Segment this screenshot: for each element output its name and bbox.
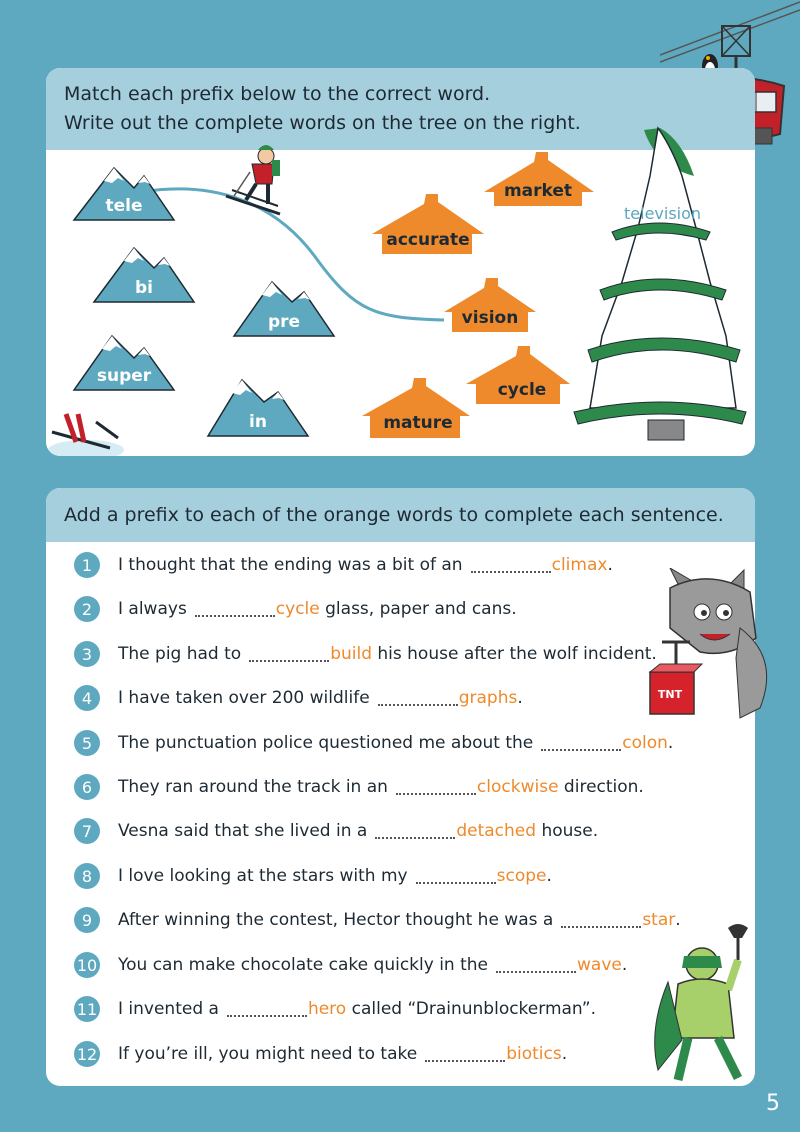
orange-word: star (642, 910, 676, 930)
prefix-tele: tele (105, 196, 143, 216)
word-mature: mature (383, 413, 453, 433)
orange-word: cycle (275, 599, 320, 619)
word-market: market (503, 181, 573, 201)
orange-word: colon (622, 733, 668, 753)
prefix-in: in (249, 412, 267, 432)
answer-blank[interactable] (227, 1001, 307, 1017)
matching-panel (46, 68, 755, 456)
sentence-row: 12 If you’re ill, you might need to take biotics . (74, 1039, 567, 1069)
orange-word: build (330, 644, 372, 664)
word-accurate: accurate (386, 230, 470, 250)
answer-blank[interactable] (416, 868, 496, 884)
sentence-row: 3 The pig had to build his house after the wolf incident. (74, 639, 657, 669)
skier-illustration (226, 145, 280, 214)
sentence-number: 10 (74, 952, 100, 978)
word-cycle: cycle (497, 380, 547, 400)
answer-blank[interactable] (249, 646, 329, 662)
answer-blank[interactable] (496, 957, 576, 973)
prefix-super: super (96, 366, 152, 386)
tree-answer-television: television (624, 204, 702, 223)
sentence-row: 2 I always cycle glass, paper and cans. (74, 594, 517, 624)
sentence-row: 7 Vesna said that she lived in a detached house. (74, 816, 598, 846)
sentence-number: 1 (74, 552, 100, 578)
orange-word: hero (307, 999, 347, 1019)
sentence-number: 2 (74, 596, 100, 622)
crashed-skier-illustration (48, 414, 124, 456)
sentence-row: 10 You can make chocolate cake quickly in the wave . (74, 950, 627, 980)
sentence-row: 6 They ran around the track in an clockwise direction. (74, 772, 644, 802)
sentence-number: 6 (74, 774, 100, 800)
sentence-number: 11 (74, 996, 100, 1022)
sentence-row: 1 I thought that the ending was a bit of an climax . (74, 550, 613, 580)
answer-blank[interactable] (375, 823, 455, 839)
sentence-row: 8 I love looking at the stars with my scope . (74, 861, 552, 891)
sentence-number: 7 (74, 818, 100, 844)
orange-word: detached (456, 821, 537, 841)
answer-blank[interactable] (541, 735, 621, 751)
sentence-number: 5 (74, 730, 100, 756)
orange-word: scope (496, 866, 547, 886)
sentence-row: 9 After winning the contest, Hector thought he was a star . (74, 905, 681, 935)
instruction-line-2: Write out the complete words on the tree on the right. (64, 112, 581, 134)
sentence-row: 4 I have taken over 200 wildlife graphs . (74, 683, 523, 713)
sentence-number: 9 (74, 907, 100, 933)
tnt-label: TNT (657, 688, 683, 701)
answer-blank[interactable] (561, 912, 641, 928)
answer-blank[interactable] (195, 601, 275, 617)
orange-word: clockwise (476, 777, 559, 797)
sentence-number: 3 (74, 641, 100, 667)
sentence-row: 5 The punctuation police questioned me about the colon . (74, 728, 673, 758)
orange-word: graphs (458, 688, 518, 708)
answer-blank[interactable] (471, 557, 551, 573)
answer-blank[interactable] (396, 779, 476, 795)
prefix-bi: bi (135, 278, 153, 298)
page-number: 5 (766, 1091, 780, 1116)
sentence-number: 8 (74, 863, 100, 889)
word-vision: vision (461, 308, 519, 328)
matching-scene (46, 68, 755, 456)
sentence-row: 11 I invented a hero called “Drainunblockerman”. (74, 994, 596, 1024)
orange-word: wave (577, 955, 622, 975)
instruction-line-1: Match each prefix below to the correct word. (64, 83, 491, 105)
prefix-pre: pre (267, 312, 301, 332)
sentence-number: 4 (74, 685, 100, 711)
orange-word: climax (551, 555, 608, 575)
answer-blank[interactable] (378, 690, 458, 706)
superhero-illustration (638, 920, 778, 1090)
orange-word: biotics (506, 1044, 562, 1064)
tree-illustration (574, 128, 746, 440)
sentences-instruction: Add a prefix to each of the orange words to complete each sentence. (46, 488, 755, 542)
answer-blank[interactable] (425, 1046, 505, 1062)
wolf-tnt-illustration (640, 568, 780, 728)
sentence-number: 12 (74, 1041, 100, 1067)
